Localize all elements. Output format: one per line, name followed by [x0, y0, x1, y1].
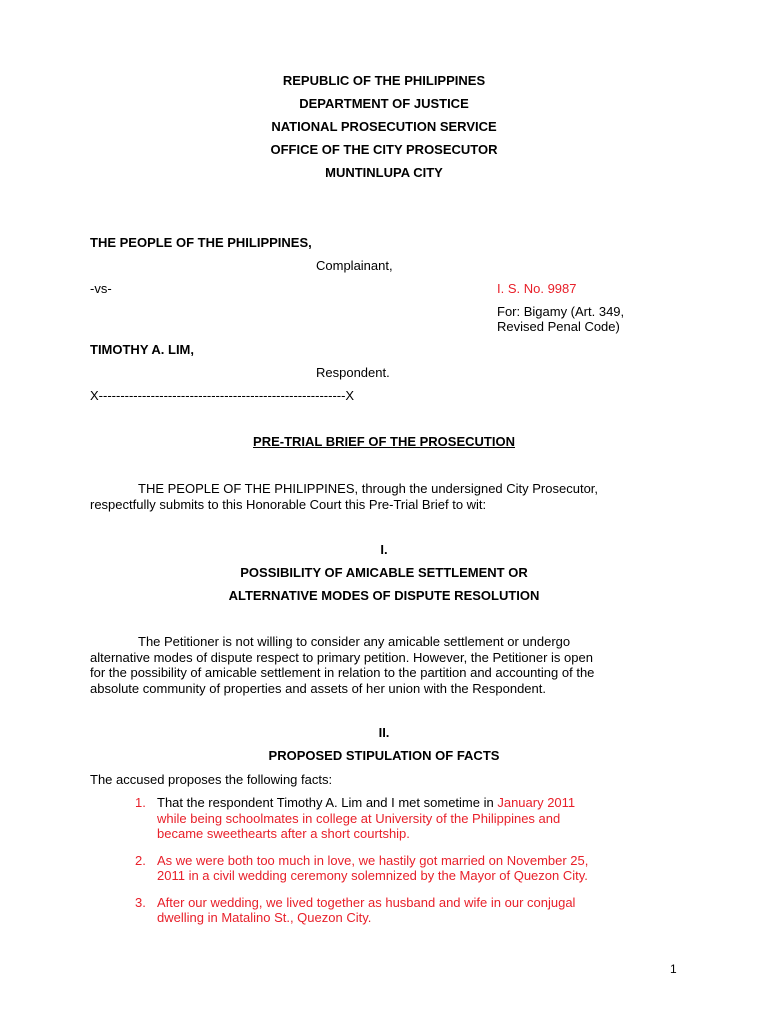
section-2-heading: PROPOSED STIPULATION OF FACTS — [268, 748, 500, 763]
page-number: 1 — [670, 962, 677, 976]
header-city: MUNTINLUPA CITY — [325, 165, 443, 180]
section-1-line-2: alternative modes of dispute respect to primary petition. However, the Petitioner is open — [90, 649, 593, 665]
intro-line-2: respectfully submits to this Honorable Court this Pre-Trial Brief to wit: — [90, 496, 487, 512]
section-1-heading-1: POSSIBILITY OF AMICABLE SETTLEMENT OR — [240, 565, 528, 580]
stipulation-list — [135, 795, 665, 937]
section-1-line-4: absolute community of properties and assets of her union with the Respondent. — [90, 680, 546, 696]
list-item — [135, 795, 665, 842]
offense-line-2: Revised Penal Code) — [497, 319, 620, 334]
section-1-heading-2: ALTERNATIVE MODES OF DISPUTE RESOLUTION — [228, 588, 540, 603]
header-prosecution-service: NATIONAL PROSECUTION SERVICE — [271, 119, 497, 134]
versus-label: -vs- — [90, 281, 112, 296]
list-item — [135, 853, 665, 884]
item-3-line-1: After our wedding, we lived together as husband and wife in our conjugal — [157, 894, 576, 910]
respondent-role: Respondent. — [316, 365, 390, 380]
case-number: I. S. No. 9987 — [497, 281, 577, 296]
item-3-line-2: dwelling in Matalino St., Quezon City. — [157, 910, 372, 925]
header-office: OFFICE OF THE CITY PROSECUTOR — [270, 142, 498, 157]
intro-paragraph — [90, 481, 675, 512]
header-department: DEPARTMENT OF JUSTICE — [299, 96, 469, 111]
section-2-lead: The accused proposes the following facts: — [90, 772, 333, 787]
caption-separator: X---------------------------------------------------------X — [90, 388, 355, 403]
section-1-line-3: for the possibility of amicable settlement in relation to the partition and accounting of the — [90, 665, 595, 680]
list-item — [135, 895, 665, 926]
section-2-numeral: II. — [378, 725, 390, 740]
list-item-number: 2. — [135, 852, 146, 868]
intro-line-1: THE PEOPLE OF THE PHILIPPINES, through the undersigned City Prosecutor, — [138, 481, 599, 496]
complainant-name: THE PEOPLE OF THE PHILIPPINES, — [90, 235, 312, 250]
section-1-numeral: I. — [380, 542, 388, 557]
item-1-line-2: while being schoolmates in college at University of the Philippines and — [157, 810, 561, 826]
respondent-name: TIMOTHY A. LIM, — [90, 342, 194, 357]
header-republic: REPUBLIC OF THE PHILIPPINES — [282, 73, 486, 88]
item-2-line-1: As we were both too much in love, we hastily got married on November 25, — [157, 852, 589, 868]
section-1-line-1: The Petitioner is not willing to consider any amicable settlement or undergo — [138, 634, 571, 649]
offense-line-1: For: Bigamy (Art. 349, — [497, 304, 625, 319]
list-item-number: 3. — [135, 894, 146, 910]
item-2-line-2: 2011 in a civil wedding ceremony solemnized by the Mayor of Quezon City. — [157, 868, 588, 883]
list-item-number: 1. — [135, 795, 146, 810]
item-1-red-date: January 2011 — [497, 795, 576, 810]
item-1-black-text: That the respondent Timothy A. Lim and I met sometime in — [157, 795, 498, 810]
complainant-role: Complainant, — [316, 258, 393, 273]
item-1-line-3: became sweethearts after a short courtship. — [157, 826, 410, 841]
document-title: PRE-TRIAL BRIEF OF THE PROSECUTION — [253, 434, 515, 449]
section-1-paragraph — [90, 634, 675, 696]
